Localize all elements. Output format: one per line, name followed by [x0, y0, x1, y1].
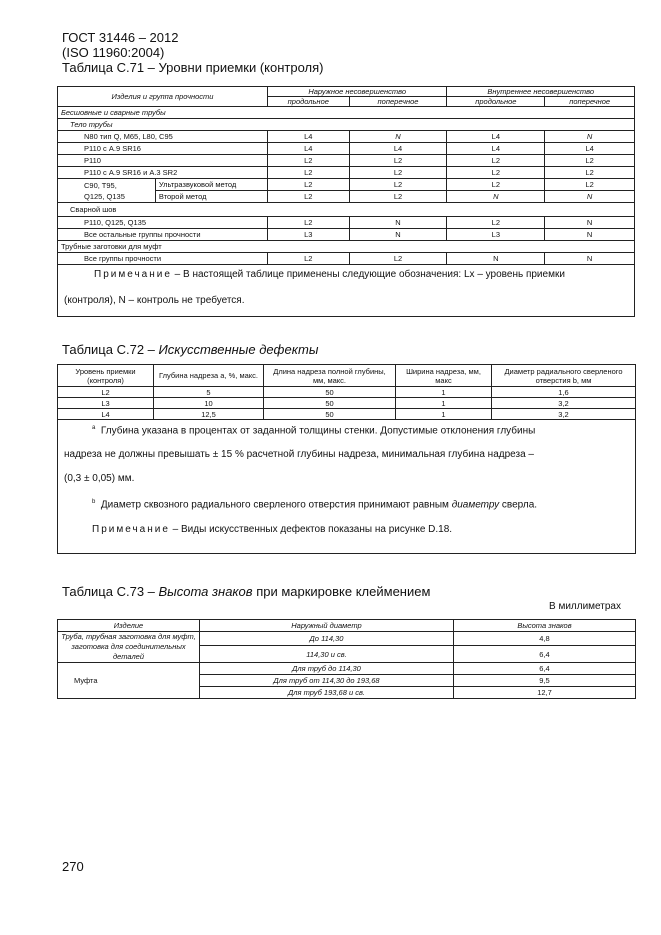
- table-row: Муфта Для труб до 114,30 6,4: [58, 663, 636, 675]
- t71-section-seamless: Бесшовные и сварные трубы: [58, 107, 635, 119]
- table-row: P110, Q125, Q135 L2 N L2 N: [58, 217, 635, 229]
- t71-header-outer: Наружное несовершенство: [268, 87, 447, 97]
- table-row: C90, T95, Q125, Q135 Ультразвуковой метод L2 L2 L2 L2: [58, 179, 635, 191]
- t72-header-diameter: Диаметр радиального сверленого отверстия b, мм: [492, 365, 636, 387]
- t73-item-pipe: Труба, трубная заготовка для муфт, заготовка для соединительных деталей: [58, 632, 200, 663]
- table-row: Для труб от 114,30 до 193,68 9,5: [58, 675, 636, 687]
- table-row: P110 с A.9 SR16 и A.3 SR2 L2 L2 L2 L2: [58, 167, 635, 179]
- table-row: Труба, трубная заготовка для муфт, заготовка для соединительных деталей До 114,30 4,8: [58, 632, 636, 646]
- t71-sub-outer-trans: поперечное: [349, 97, 447, 107]
- table-c71: [57, 86, 635, 317]
- t72-header-length: Длина надреза полной глубины, мм, макс.: [264, 365, 396, 387]
- table-c73: [57, 619, 636, 699]
- document-header: [62, 30, 324, 75]
- t73-units: В миллиметрах: [549, 601, 621, 612]
- t72-header-level: Уровень приемки (контроля): [58, 365, 154, 387]
- table-row: L3 10 50 1 3,2: [58, 398, 636, 409]
- t71-section-body: Тело трубы: [58, 119, 635, 131]
- table-c72: [57, 364, 636, 554]
- table-c72-title: Таблица С.72 – Искусственные дефекты: [62, 342, 319, 357]
- t71-section-weld: Сварной шов: [58, 203, 635, 217]
- table-row: Все остальные группы прочности L3 N L3 N: [58, 229, 635, 241]
- standard-number: ГОСТ 31446 – 2012: [62, 30, 179, 45]
- table-row: N80 тип Q, M65, L80, C95 L4 N L4 N: [58, 131, 635, 143]
- table-row: P110 с A.9 SR16 L4 L4 L4 L4: [58, 143, 635, 155]
- table-row: Для труб 193,68 и св. 12,7: [58, 687, 636, 699]
- t71-header-inner: Внутреннее несовершенство: [447, 87, 635, 97]
- t71-header-product: Изделия и группа прочности: [58, 87, 268, 107]
- t71-section-blanks: Трубные заготовки для муфт: [58, 241, 635, 253]
- t71-sub-outer-long: продольное: [268, 97, 350, 107]
- t71-sub-inner-trans: поперечное: [545, 97, 635, 107]
- table-row: L2 5 50 1 1,6: [58, 387, 636, 398]
- table-c73-title: Таблица С.73 – Высота знаков при маркировке клеймением: [62, 584, 431, 599]
- table-row: P110 L2 L2 L2 L2: [58, 155, 635, 167]
- page-number: 270: [62, 859, 84, 874]
- t73-header-item: Изделие: [58, 620, 200, 632]
- table-row: 114,30 и св. 6,4: [58, 646, 636, 663]
- table-row: Второй метод L2 L2 N N: [58, 191, 635, 203]
- t73-header-diameter: Наружный диаметр: [200, 620, 454, 632]
- t71-c90-group: C90, T95, Q125, Q135: [58, 179, 156, 203]
- t72-header-depth: Глубина надреза a, %, макс.: [154, 365, 264, 387]
- table-row: Все группы прочности L2 L2 N N: [58, 253, 635, 265]
- t73-item-coupling: Муфта: [58, 663, 200, 699]
- table-c71-title: Таблица С.71 – Уровни приемки (контроля): [62, 60, 324, 75]
- table-row: L4 12,5 50 1 3,2: [58, 409, 636, 420]
- iso-reference: (ISO 11960:2004): [62, 45, 165, 60]
- t73-header-height: Высота знаков: [454, 620, 636, 632]
- t72-header-width: Ширина надреза, мм, макс: [396, 365, 492, 387]
- t71-sub-inner-long: продольное: [447, 97, 545, 107]
- t71-note: Примечание – В настоящей таблице применены следующие обозначения: Lx – уровень приемки (контроля), N – контроль не требуется.: [58, 265, 635, 317]
- t72-footnotes: $^a$ Глубина указана в процентах от заданной толщины стенки. Допустимые отклонения глубины надреза не должны превышать ± 15 % расчетной глубины надреза, минимальная глубина надреза – (0,3 ± 0,05) мм. $^b$ Диаметр сквозного радиального сверленого отверстия принимают равным диаметру сверла. Примечание – Виды искусственных дефектов показаны на рисунке D.18.: [58, 420, 636, 554]
